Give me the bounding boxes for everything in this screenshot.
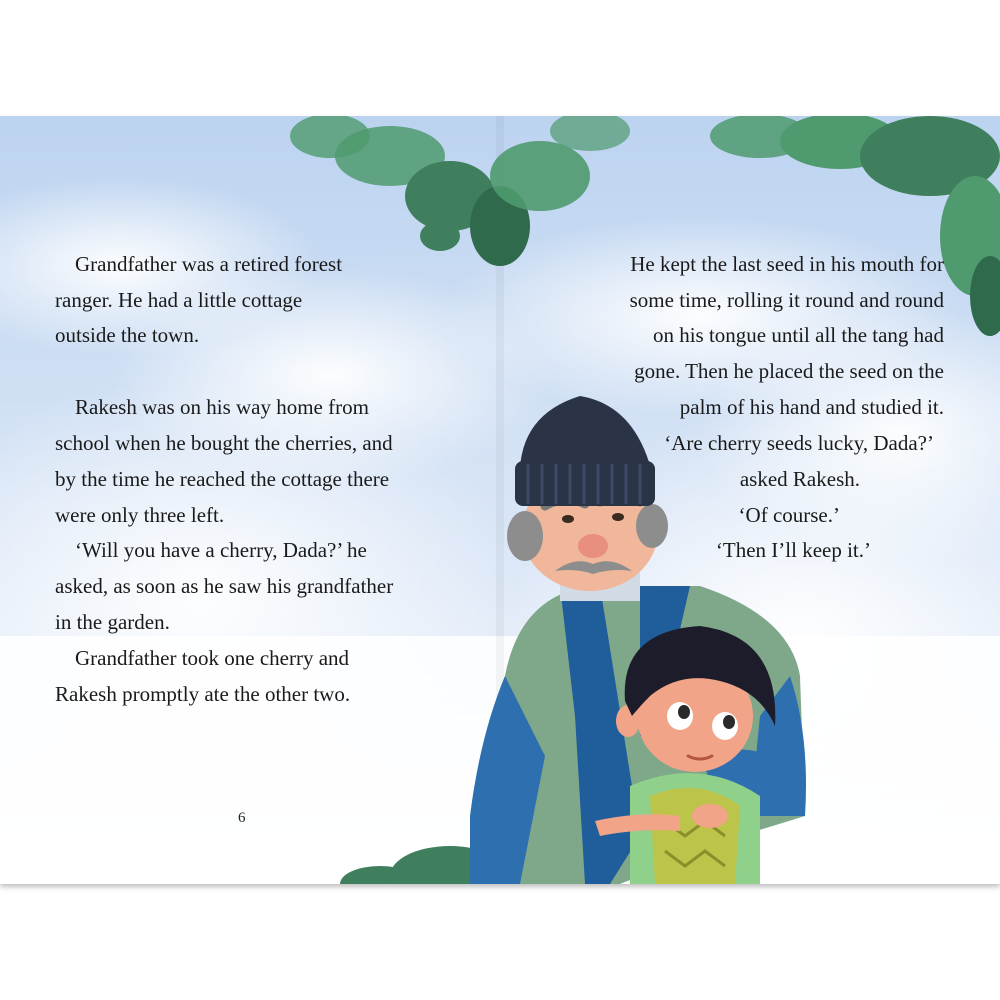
right-line: palm of his hand and studied it. [679, 395, 944, 419]
right-line: ‘Are cherry seeds lucky, Dada?’ [664, 431, 934, 455]
left-line: ranger. He had a little cottage [55, 288, 303, 312]
book-spread [0, 116, 1000, 884]
right-line: He kept the last seed in his mouth for [630, 252, 944, 276]
right-line: gone. Then he placed the seed on the [634, 359, 944, 383]
left-line: outside the town. [55, 323, 200, 347]
right-line: ‘Of course.’ [738, 503, 840, 527]
left-line: in the garden. [55, 610, 170, 634]
left-line: by the time he reached the cottage there [55, 467, 390, 491]
left-line: Rakesh promptly ate the other two. [55, 682, 351, 706]
right-line: asked Rakesh. [739, 467, 860, 491]
page-number: 6 [238, 810, 246, 826]
left-line: asked, as soon as he saw his grandfather [55, 574, 394, 598]
right-line: some time, rolling it round and round [629, 288, 944, 312]
illustration [0, 116, 1000, 884]
left-line: Grandfather was a retired forest [75, 252, 343, 276]
left-line: ‘Will you have a cherry, Dada?’ he [75, 538, 367, 562]
left-line: school when he bought the cherries, and [55, 431, 393, 455]
left-line: were only three left. [55, 503, 225, 527]
right-line: ‘Then I’ll keep it.’ [715, 538, 871, 562]
right-line: on his tongue until all the tang had [652, 323, 944, 347]
left-line: Rakesh was on his way home from [75, 395, 369, 419]
left-line: Grandfather took one cherry and [75, 646, 350, 670]
